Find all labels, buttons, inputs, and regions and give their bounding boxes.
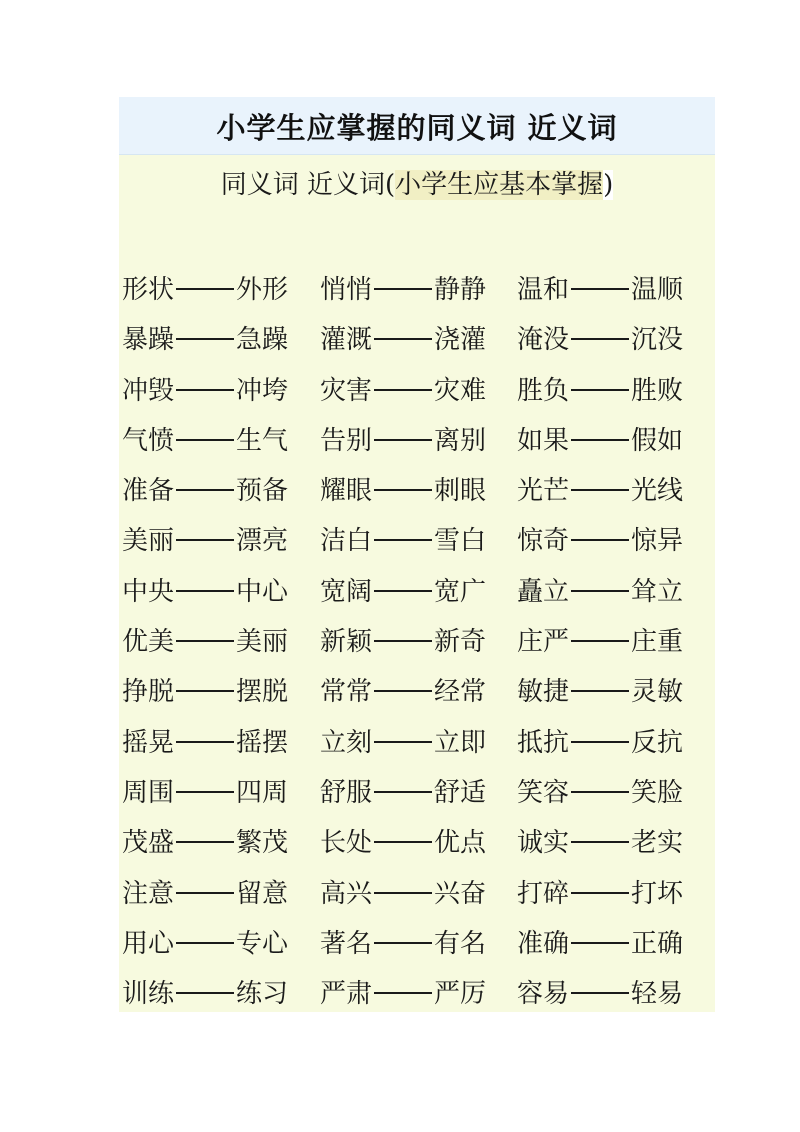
synonym-word: 优点 xyxy=(434,828,487,859)
subtitle-highlight: 小学生 xyxy=(395,170,474,200)
word: 惊奇 xyxy=(517,526,570,557)
synonym-row xyxy=(122,416,712,466)
synonym-word: 静静 xyxy=(434,275,487,305)
synonym-pair xyxy=(517,265,683,315)
synonym-pair xyxy=(320,567,486,617)
word: 冲毁 xyxy=(122,375,175,406)
synonym-row xyxy=(122,466,712,516)
synonym-pair xyxy=(122,516,288,566)
dash-separator xyxy=(571,791,629,793)
synonym-word: 外形 xyxy=(236,275,289,305)
word: 胜负 xyxy=(517,375,570,406)
synonym-row xyxy=(122,516,712,566)
synonym-pair xyxy=(122,818,288,868)
synonym-pair xyxy=(517,667,683,717)
word: 光芒 xyxy=(517,476,570,507)
synonym-pair xyxy=(122,366,288,416)
word: 灌溉 xyxy=(320,325,373,356)
word: 摇晃 xyxy=(122,727,175,758)
synonym-pair xyxy=(320,718,486,768)
synonym-word: 美丽 xyxy=(236,627,289,658)
word: 诚实 xyxy=(517,828,570,859)
synonym-word: 温顺 xyxy=(631,275,684,305)
synonym-pair xyxy=(122,869,288,919)
synonym-pair xyxy=(320,466,486,516)
word: 茂盛 xyxy=(122,828,175,859)
synonym-word: 浇灌 xyxy=(434,325,487,356)
synonym-pair xyxy=(320,869,486,919)
word: 打碎 xyxy=(517,878,570,909)
dash-separator xyxy=(374,791,432,793)
synonym-word: 舒适 xyxy=(434,777,487,808)
synonym-pair xyxy=(320,768,486,818)
word: 舒服 xyxy=(320,777,373,808)
synonym-row xyxy=(122,265,712,315)
synonym-word: 光线 xyxy=(631,476,684,507)
synonym-pair xyxy=(517,315,683,365)
dash-separator xyxy=(374,439,432,441)
synonym-pair xyxy=(122,919,288,969)
document-page xyxy=(119,97,715,1012)
word: 常常 xyxy=(320,677,373,708)
word: 中央 xyxy=(122,576,175,607)
synonym-word: 雪白 xyxy=(434,526,487,557)
word: 著名 xyxy=(320,928,373,959)
synonym-word: 四周 xyxy=(236,777,289,808)
word: 优美 xyxy=(122,627,175,658)
synonym-row xyxy=(122,718,712,768)
synonym-pair xyxy=(517,416,683,466)
synonym-word: 中心 xyxy=(236,576,289,607)
dash-separator xyxy=(571,389,629,391)
subtitle-close: ) xyxy=(603,170,614,200)
word: 长处 xyxy=(320,828,373,859)
dash-separator xyxy=(571,439,629,441)
dash-separator xyxy=(176,892,234,894)
synonym-word: 漂亮 xyxy=(236,526,289,557)
synonym-pair xyxy=(517,366,683,416)
synonym-pair xyxy=(517,969,683,1019)
word: 挣脱 xyxy=(122,677,175,708)
synonym-word: 刺眼 xyxy=(434,476,487,507)
synonym-row xyxy=(122,617,712,667)
synonym-pair xyxy=(320,919,486,969)
synonym-word: 摆脱 xyxy=(236,677,289,708)
page-title: 小学生应掌握的同义词 近义词 xyxy=(216,111,618,145)
dash-separator xyxy=(571,690,629,692)
word: 庄严 xyxy=(517,627,570,658)
word: 矗立 xyxy=(517,576,570,607)
synonym-word: 庄重 xyxy=(631,627,684,658)
dash-separator xyxy=(571,489,629,491)
synonym-pair xyxy=(320,416,486,466)
word: 如果 xyxy=(517,425,570,456)
synonym-word: 离别 xyxy=(434,425,487,456)
synonym-word: 摇摆 xyxy=(236,727,289,758)
word: 宽阔 xyxy=(320,576,373,607)
synonym-word: 经常 xyxy=(434,677,487,708)
synonym-pair xyxy=(320,265,486,315)
synonym-table xyxy=(122,265,712,1019)
synonym-word: 预备 xyxy=(236,476,289,507)
word: 气愤 xyxy=(122,425,175,456)
dash-separator xyxy=(571,992,629,994)
word: 用心 xyxy=(122,928,175,959)
dash-separator xyxy=(571,338,629,340)
dash-separator xyxy=(571,741,629,743)
synonym-word: 有名 xyxy=(434,928,487,959)
synonym-pair xyxy=(320,818,486,868)
synonym-pair xyxy=(517,768,683,818)
word: 灾害 xyxy=(320,375,373,406)
dash-separator xyxy=(176,841,234,843)
synonym-pair xyxy=(122,315,288,365)
synonym-word: 笑脸 xyxy=(631,777,684,808)
synonym-row xyxy=(122,315,712,365)
synonym-pair xyxy=(122,969,288,1019)
word: 周围 xyxy=(122,777,175,808)
synonym-pair xyxy=(517,718,683,768)
word: 耀眼 xyxy=(320,476,373,507)
synonym-word: 反抗 xyxy=(631,727,684,758)
dash-separator xyxy=(571,590,629,592)
synonym-pair xyxy=(320,617,486,667)
dash-separator xyxy=(571,539,629,541)
synonym-pair xyxy=(122,567,288,617)
synonym-row xyxy=(122,818,712,868)
dash-separator xyxy=(176,389,234,391)
word: 敏捷 xyxy=(517,677,570,708)
synonym-word: 惊异 xyxy=(631,526,684,557)
synonym-word: 冲垮 xyxy=(236,375,289,406)
synonym-word: 胜败 xyxy=(631,375,684,406)
synonym-row xyxy=(122,667,712,717)
word: 高兴 xyxy=(320,878,373,909)
synonym-pair xyxy=(517,617,683,667)
synonym-pair xyxy=(320,315,486,365)
synonym-pair xyxy=(320,667,486,717)
synonym-word: 老实 xyxy=(631,828,684,859)
dash-separator xyxy=(176,942,234,944)
synonym-word: 留意 xyxy=(236,878,289,909)
word: 暴躁 xyxy=(122,325,175,356)
synonym-pair xyxy=(122,466,288,516)
word: 立刻 xyxy=(320,727,373,758)
synonym-pair xyxy=(122,667,288,717)
synonym-pair xyxy=(320,366,486,416)
synonym-word: 正确 xyxy=(631,928,684,959)
dash-separator xyxy=(374,841,432,843)
word: 淹没 xyxy=(517,325,570,356)
dash-separator xyxy=(571,640,629,642)
subtitle-suffix: 应基本掌握 xyxy=(473,170,604,200)
dash-separator xyxy=(374,338,432,340)
dash-separator xyxy=(571,841,629,843)
word: 准备 xyxy=(122,476,175,507)
dash-separator xyxy=(374,288,432,290)
synonym-pair xyxy=(517,869,683,919)
word: 笑容 xyxy=(517,777,570,808)
synonym-word: 兴奋 xyxy=(434,878,487,909)
dash-separator xyxy=(374,892,432,894)
synonym-word: 严厉 xyxy=(434,979,487,1010)
dash-separator xyxy=(176,489,234,491)
synonym-word: 宽广 xyxy=(434,576,487,607)
dash-separator xyxy=(176,690,234,692)
synonym-pair xyxy=(122,718,288,768)
dash-separator xyxy=(374,640,432,642)
dash-separator xyxy=(176,640,234,642)
word: 容易 xyxy=(517,979,570,1010)
subtitle xyxy=(119,169,715,201)
synonym-row xyxy=(122,869,712,919)
word: 注意 xyxy=(122,878,175,909)
subtitle-prefix: 同义词 近义词( xyxy=(220,170,396,200)
synonym-pair xyxy=(517,818,683,868)
synonym-pair xyxy=(517,919,683,969)
dash-separator xyxy=(374,590,432,592)
synonym-pair xyxy=(517,516,683,566)
synonym-word: 新奇 xyxy=(434,627,487,658)
dash-separator xyxy=(571,942,629,944)
word: 形状 xyxy=(122,275,175,305)
synonym-word: 专心 xyxy=(236,928,289,959)
word: 温和 xyxy=(517,275,570,305)
synonym-pair xyxy=(122,768,288,818)
dash-separator xyxy=(374,942,432,944)
synonym-word: 练习 xyxy=(236,979,289,1010)
word: 抵抗 xyxy=(517,727,570,758)
word: 新颖 xyxy=(320,627,373,658)
synonym-pair xyxy=(122,416,288,466)
word: 严肃 xyxy=(320,979,373,1010)
synonym-word: 沉没 xyxy=(631,325,684,356)
title-bar xyxy=(119,97,715,155)
synonym-row xyxy=(122,567,712,617)
synonym-word: 打坏 xyxy=(631,878,684,909)
dash-separator xyxy=(176,338,234,340)
synonym-pair xyxy=(517,567,683,617)
synonym-pair xyxy=(320,516,486,566)
word: 悄悄 xyxy=(320,275,373,305)
synonym-pair xyxy=(517,466,683,516)
dash-separator xyxy=(176,741,234,743)
dash-separator xyxy=(571,288,629,290)
synonym-row xyxy=(122,969,712,1019)
dash-separator xyxy=(374,690,432,692)
dash-separator xyxy=(176,539,234,541)
synonym-pair xyxy=(122,265,288,315)
synonym-pair xyxy=(122,617,288,667)
synonym-row xyxy=(122,919,712,969)
dash-separator xyxy=(176,288,234,290)
dash-separator xyxy=(176,791,234,793)
dash-separator xyxy=(374,741,432,743)
synonym-row xyxy=(122,366,712,416)
dash-separator xyxy=(176,590,234,592)
synonym-word: 生气 xyxy=(236,425,289,456)
word: 训练 xyxy=(122,979,175,1010)
synonym-row xyxy=(122,768,712,818)
synonym-word: 假如 xyxy=(631,425,684,456)
word: 准确 xyxy=(517,928,570,959)
word: 洁白 xyxy=(320,526,373,557)
synonym-pair xyxy=(320,969,486,1019)
synonym-word: 灾难 xyxy=(434,375,487,406)
dash-separator xyxy=(176,439,234,441)
synonym-word: 灵敏 xyxy=(631,677,684,708)
word: 告别 xyxy=(320,425,373,456)
dash-separator xyxy=(374,539,432,541)
word: 美丽 xyxy=(122,526,175,557)
synonym-word: 耸立 xyxy=(631,576,684,607)
dash-separator xyxy=(374,389,432,391)
synonym-word: 轻易 xyxy=(631,979,684,1010)
synonym-word: 繁茂 xyxy=(236,828,289,859)
synonym-word: 立即 xyxy=(434,727,487,758)
dash-separator xyxy=(176,992,234,994)
synonym-word: 急躁 xyxy=(236,325,289,356)
dash-separator xyxy=(374,992,432,994)
dash-separator xyxy=(571,892,629,894)
dash-separator xyxy=(374,489,432,491)
